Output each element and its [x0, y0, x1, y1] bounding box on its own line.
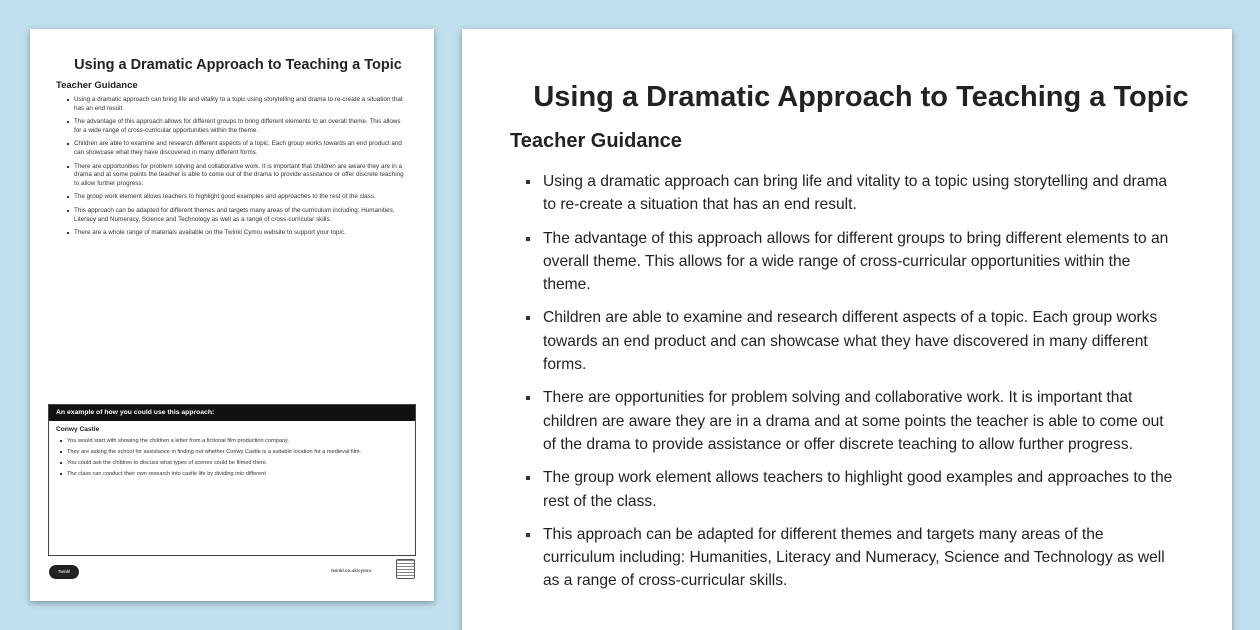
example-bullet: The class can conduct their own research into castle life by dividing into different: [59, 470, 415, 478]
thumbnail-bullet: Children are able to examine and research different aspects of a topic. Each group works towards an end product and can showcase what they have discovered in many different forms.: [66, 140, 410, 157]
guidance-bullet: This approach can be adapted for different themes and targets many areas of the curriculum including: Humanities, Literacy and Numeracy, Science and Technology as well as a range of cross-curricular skills.: [526, 523, 1192, 593]
example-bullet: They are asking the school for assistance in finding out whether Conwy Castle is a suitable location for a medieval film.: [59, 448, 415, 456]
guidance-bullet: The group work element allows teachers to highlight good examples and approaches to the rest of the class.: [526, 466, 1192, 513]
guidance-bullet-list: [526, 170, 1192, 593]
guidance-bullet: The advantage of this approach allows for different groups to bring different elements to an overall theme. This allows for a wide range of cross-curricular opportunities within the theme.: [526, 227, 1192, 297]
guidance-bullet: Children are able to examine and research different aspects of a topic. Each group works towards an end product and can showcase what they have discovered in many different forms.: [526, 306, 1192, 376]
example-subheading: Conwy Castle: [56, 426, 100, 433]
example-box: [48, 404, 416, 556]
thumbnail-bullet: Using a dramatic approach can bring life and vitality to a topic using storytelling and drama to re-create a situation that has an end result.: [66, 96, 410, 113]
example-header: An example of how you could use this approach:: [49, 405, 415, 421]
thumbnail-title: Using a Dramatic Approach to Teaching a Topic: [74, 57, 402, 73]
page-subtitle: Teacher Guidance: [510, 130, 682, 152]
thumbnail-bullet: The advantage of this approach allows for different groups to bring different elements to an overall theme. This allows for a wide range of cross-curricular opportunities within the theme.: [66, 118, 410, 135]
footer-url: twinkl.co.uk/cymru: [331, 568, 372, 573]
zoomed-page: [462, 29, 1232, 630]
guidance-bullet: There are opportunities for problem solving and collaborative work. It is important that children are aware they are in a drama and at some points the teacher is able to come out of the drama to provide assistance or offer discrete teaching to allow further progress.: [526, 386, 1192, 456]
thumbnail-bullet: There are opportunities for problem solving and collaborative work. It is important that children are aware they are in a drama and at some points the teacher is able to come out of the drama to provide assistance or offer discrete teaching to allow further progress.: [66, 163, 410, 189]
example-bullet: You could ask the children to discuss what types of scenes could be filmed there.: [59, 459, 415, 467]
example-bullet-list: [59, 437, 415, 478]
thumbnail-subtitle: Teacher Guidance: [56, 80, 138, 91]
thumbnail-bullet: There are a whole range of materials available on the Twinkl Cymru website to support your topic.: [66, 229, 410, 238]
guidance-bullet: Using a dramatic approach can bring life and vitality to a topic using storytelling and drama to re-create a situation that has an end result.: [526, 170, 1192, 217]
thumbnail-footer: [48, 556, 416, 596]
badge-icon: [396, 559, 415, 579]
thumbnail-page: [30, 29, 434, 601]
example-bullet: You would start with showing the children a letter from a fictional film production company.: [59, 437, 415, 445]
thumbnail-bullet: The group work element allows teachers to highlight good examples and approaches to the rest of the class.: [66, 193, 410, 202]
page-title: Using a Dramatic Approach to Teaching a Topic: [533, 81, 1189, 113]
twinkl-logo: Twinkl: [49, 565, 79, 579]
thumbnail-bullet-list: [66, 96, 410, 238]
thumbnail-bullet: This approach can be adapted for different themes and targets many areas of the curriculum including: Humanities, Literacy and Numeracy, Science and Technology as well as a range of cross-curricular skills.: [66, 207, 410, 224]
